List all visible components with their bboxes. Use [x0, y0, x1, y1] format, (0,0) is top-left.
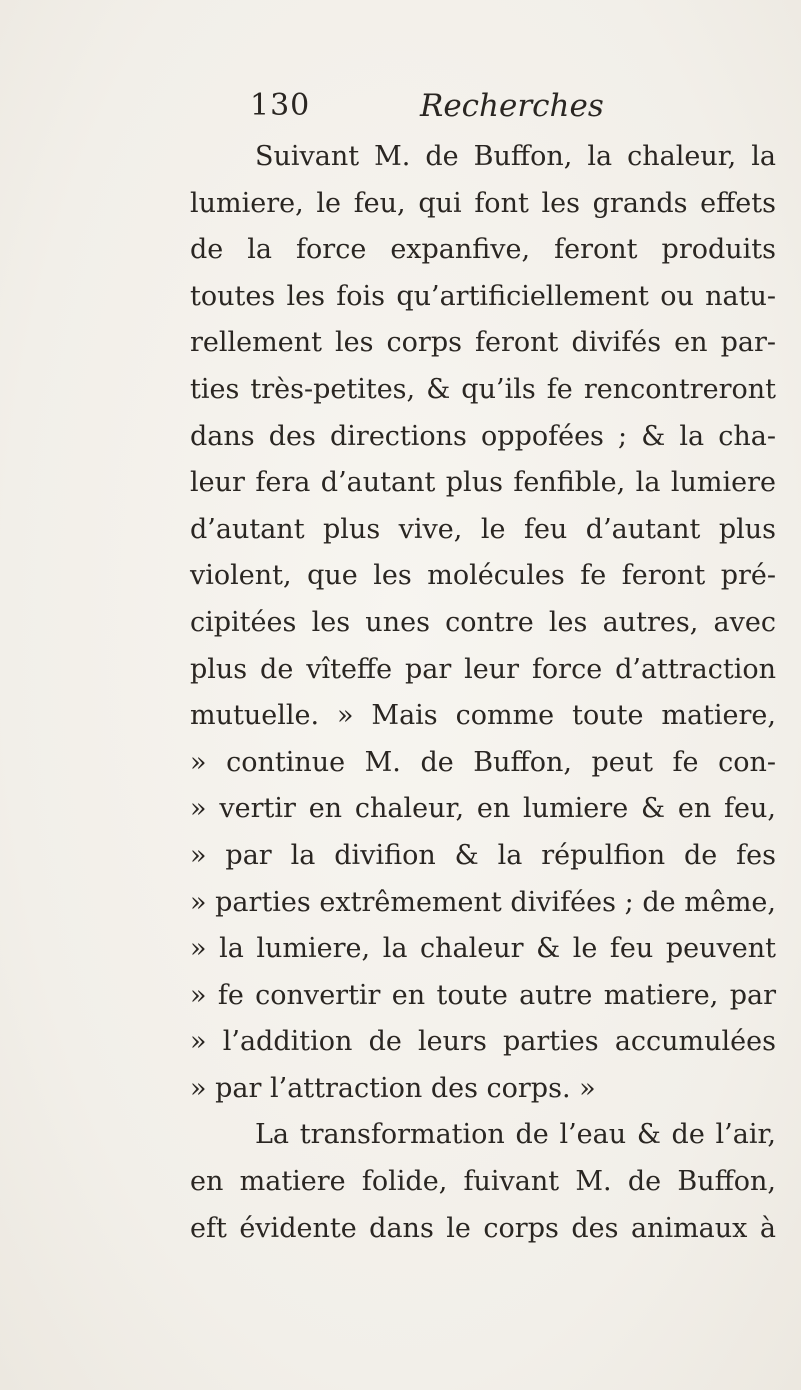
text-line: » fe convertir en toute autre matiere, par	[190, 979, 776, 1011]
text-line: » l’addition de leurs parties accumulées	[190, 1026, 776, 1058]
text-line: » la lumiere, la chaleur & le feu peuvent	[190, 933, 776, 965]
text-line: rellement les corps feront divifés en par-	[190, 327, 776, 359]
text-line: » parties extrêmement divifées ; de même,	[190, 886, 776, 918]
text-line: Suivant M. de Buffon, la chaleur, la	[255, 141, 776, 172]
running-title: Recherches	[420, 88, 604, 124]
text-line: mutuelle. » Mais comme toute matiere,	[190, 700, 776, 732]
text-line: » vertir en chaleur, en lumiere & en feu,	[190, 793, 776, 825]
text-line: La transformation de l’eau & de l’air,	[255, 1119, 776, 1151]
text-line: toutes les fois qu’artificiellement ou natu-	[190, 280, 776, 312]
text-line: plus de vîteffe par leur force d’attraction	[190, 653, 776, 685]
text-line: d’autant plus vive, le feu d’autant plus	[190, 513, 776, 545]
text-line: lumiere, le feu, qui font les grands effets	[190, 187, 776, 219]
text-line: cipitées les unes contre les autres, avec	[190, 606, 776, 638]
page-header	[250, 88, 610, 128]
text-line: ties très-petites, & qu’ils fe rencontreront	[190, 373, 776, 405]
text-line: de la force expanfive, feront produits	[190, 234, 776, 266]
body-text	[190, 134, 776, 1252]
page-number: 130	[250, 88, 311, 123]
text-line: » par l’attraction des corps. »	[190, 1072, 596, 1104]
text-line: violent, que les molécules fe feront pré-	[190, 560, 776, 592]
text-line: en matiere folide, fuivant M. de Buffon,	[190, 1166, 776, 1198]
text-line: dans des directions oppofées ; & la cha-	[190, 420, 776, 452]
text-line: » continue M. de Buffon, peut fe con-	[190, 746, 776, 778]
text-line: eft évidente dans le corps des animaux à	[190, 1212, 776, 1244]
text-line: » par la divifion & la répulfion de fes	[190, 839, 776, 871]
text-line: leur fera d’autant plus fenfible, la lumiere	[190, 467, 776, 499]
